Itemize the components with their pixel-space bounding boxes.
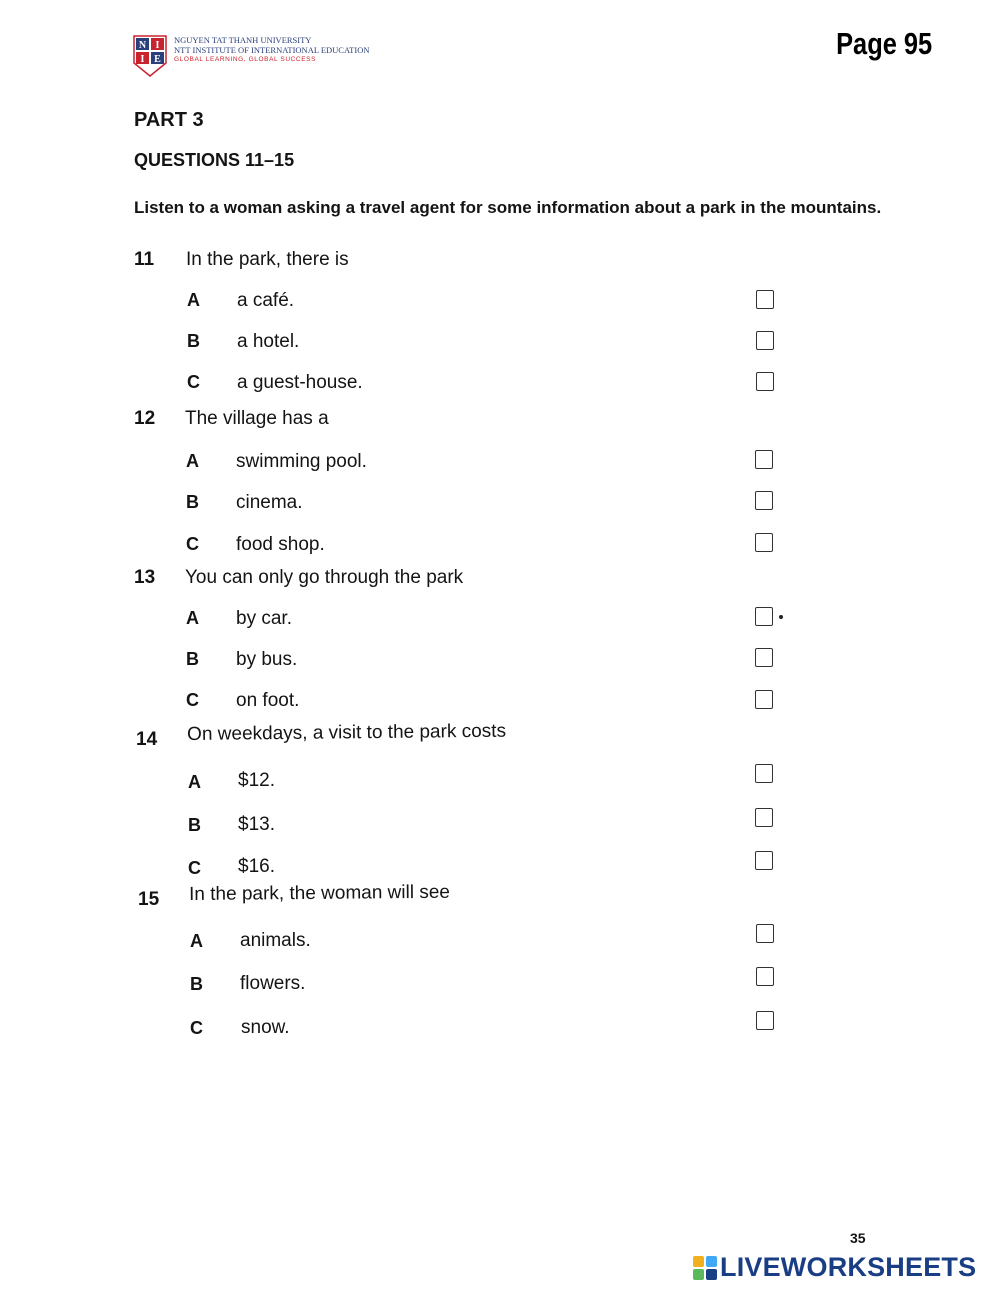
option-letter: B [190, 974, 203, 994]
logo-letter: E [154, 54, 161, 65]
option-letter: B [188, 815, 201, 835]
option-text: food shop. [236, 534, 325, 555]
liveworksheets-brand [693, 1252, 976, 1283]
question-number: 14 [136, 729, 158, 750]
option-text: $12. [238, 770, 275, 791]
option-text: snow. [241, 1017, 290, 1038]
option-text: flowers. [240, 973, 306, 994]
option-text: a café. [237, 290, 295, 311]
option-text: a hotel. [237, 331, 300, 352]
ink-dot [779, 615, 783, 619]
question-number: 13 [134, 567, 156, 588]
option-letter: A [187, 290, 200, 310]
option-letter: A [186, 451, 199, 471]
question-text: In the park, the woman will see [189, 881, 451, 905]
liveworksheets-grid-icon [693, 1256, 717, 1280]
option-text: $13. [238, 814, 275, 835]
brand-text: LIVEWORKSHEETS [720, 1252, 977, 1282]
option-letter: A [190, 931, 203, 951]
question-number: 15 [138, 889, 160, 910]
option-letter: C [190, 1018, 203, 1038]
option-letter: A [186, 608, 199, 628]
answer-checkbox-14c[interactable] [755, 851, 773, 870]
answer-checkbox-14a[interactable] [755, 764, 773, 783]
logo-letter: I [140, 54, 145, 65]
answer-checkbox-11a[interactable] [756, 290, 774, 309]
answer-checkbox-15b[interactable] [756, 967, 774, 986]
option-text: swimming pool. [236, 451, 367, 472]
page-number: 35 [850, 1230, 866, 1246]
question-text: On weekdays, a visit to the park costs [187, 720, 507, 745]
institution-logo [133, 35, 369, 77]
answer-checkbox-15a[interactable] [756, 924, 774, 943]
option-letter: A [188, 772, 201, 792]
niie-shield-icon [133, 35, 167, 77]
questions-title: QUESTIONS 11–15 [134, 150, 295, 170]
answer-checkbox-11c[interactable] [756, 372, 774, 391]
question-text: In the park, there is [186, 249, 349, 270]
part-title: PART 3 [134, 109, 204, 131]
logo-letter: N [138, 40, 147, 51]
logo-text [174, 35, 369, 65]
question-text: The village has a [185, 408, 329, 429]
option-text: by bus. [236, 649, 298, 670]
answer-checkbox-12a[interactable] [755, 450, 773, 469]
question-number: 11 [134, 249, 155, 270]
option-letter: C [186, 690, 199, 710]
instruction-text: Listen to a woman asking a travel agent for some information about a park in the mountains. [134, 198, 882, 217]
logo-letter: I [155, 40, 160, 51]
option-letter: B [186, 649, 199, 669]
option-letter: B [187, 331, 200, 351]
option-text: cinema. [236, 492, 303, 513]
option-letter: B [186, 492, 199, 512]
answer-checkbox-15c[interactable] [756, 1011, 774, 1030]
option-text: a guest-house. [237, 372, 363, 393]
answer-checkbox-13c[interactable] [755, 690, 773, 709]
option-text: $16. [238, 856, 275, 877]
option-letter: C [188, 858, 201, 878]
question-text: You can only go through the park [185, 567, 464, 588]
option-text: animals. [240, 930, 311, 951]
answer-checkbox-14b[interactable] [755, 808, 773, 827]
logo-tagline: GLOBAL LEARNING, GLOBAL SUCCESS [174, 56, 317, 63]
answer-checkbox-13a[interactable] [755, 607, 773, 626]
option-text: on foot. [236, 690, 300, 711]
logo-university-name: NGUYEN TAT THANH UNIVERSITY [174, 35, 312, 45]
option-letter: C [186, 534, 199, 554]
answer-checkbox-13b[interactable] [755, 648, 773, 667]
page-label: Page 95 [835, 26, 932, 61]
answer-checkbox-12b[interactable] [755, 491, 773, 510]
option-letter: C [187, 372, 200, 392]
logo-institute-name: NTT INSTITUTE OF INTERNATIONAL EDUCATION [174, 45, 370, 55]
answer-checkbox-11b[interactable] [756, 331, 774, 350]
option-text: by car. [236, 608, 292, 629]
answer-checkbox-12c[interactable] [755, 533, 773, 552]
question-number: 12 [134, 408, 156, 429]
